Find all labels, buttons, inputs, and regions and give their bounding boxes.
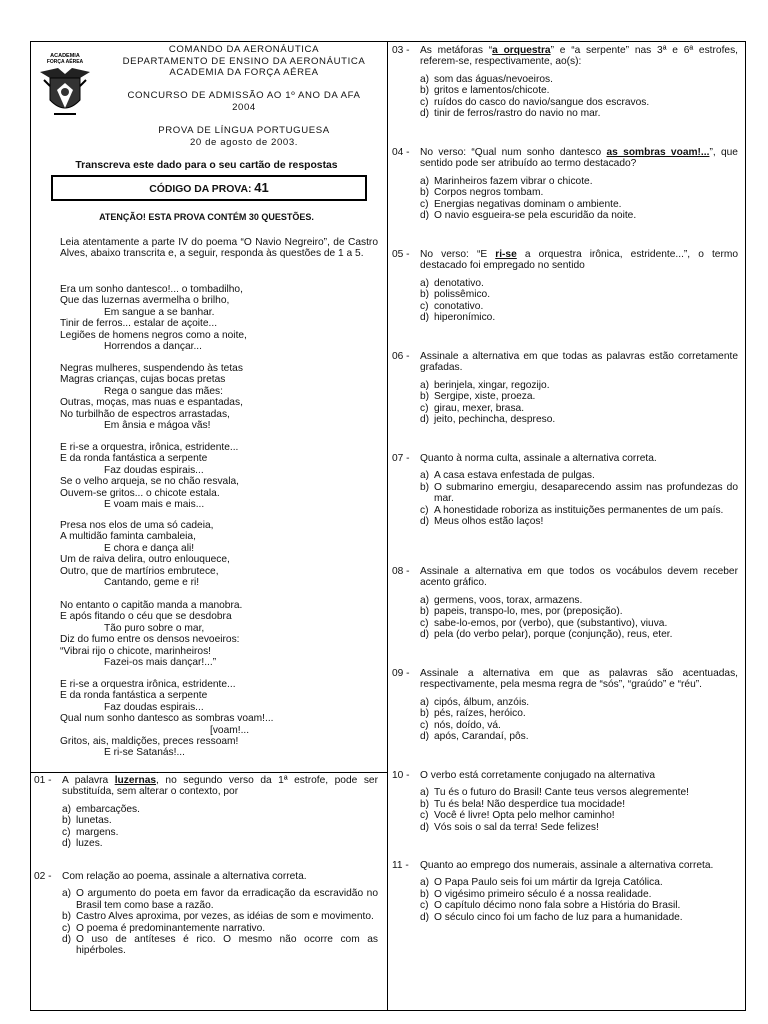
answer-option[interactable] xyxy=(392,380,738,391)
warning-text: ATENÇÃO! ESTA PROVA CONTÉM 30 QUESTÕES. xyxy=(99,212,314,222)
option-text: jeito, pechincha, despreso. xyxy=(434,414,556,426)
highlighted-term: ri-se xyxy=(495,249,517,260)
answer-option[interactable] xyxy=(392,74,738,85)
option-letter: d) xyxy=(420,312,430,324)
option-letter: b) xyxy=(420,85,430,97)
question-8 xyxy=(392,566,738,640)
question-number: 07 - xyxy=(392,453,410,464)
poem-verse: Em sangue a se banhar. xyxy=(104,306,215,318)
poem-verse: Um de raiva delira, outro enlouquece, xyxy=(60,554,230,566)
option-letter: d) xyxy=(420,911,430,923)
question-number: 05 - xyxy=(392,249,410,260)
poem-verse: Qual num sonho dantesco as sombras voam!... xyxy=(60,713,274,725)
option-text: O uso de antíteses é rico. O mesmo não ocorre com as hipérboles. xyxy=(76,934,378,957)
answer-option[interactable] xyxy=(392,505,738,516)
answer-option[interactable] xyxy=(392,629,738,640)
option-text: O navio esgueira-se pela escuridão da noite. xyxy=(434,210,637,222)
option-letter: b) xyxy=(420,708,430,720)
poem-verse: E chora e dança ali! xyxy=(104,542,195,554)
svg-text:ACADEMIA: ACADEMIA xyxy=(50,53,80,59)
option-letter: c) xyxy=(420,198,429,210)
exam-header xyxy=(108,44,380,148)
poem-verse: Tinir de ferros... estalar de açoite... xyxy=(60,318,218,330)
question-text xyxy=(62,871,378,882)
poem-stanza xyxy=(60,520,380,588)
poem-verse: “Vibrai rijo o chicote, marinheiros! xyxy=(60,645,211,657)
answer-option[interactable] xyxy=(392,482,738,505)
poem-verse: Legiões de homens negros como a noite, xyxy=(60,329,247,341)
question-10 xyxy=(392,770,738,833)
answer-option[interactable] xyxy=(392,210,738,221)
answer-option[interactable] xyxy=(34,804,378,815)
poem-stanza xyxy=(60,442,380,510)
poem-verse: Em ânsia e mágoa vãs! xyxy=(104,420,211,432)
answer-option[interactable] xyxy=(392,516,738,527)
option-text: ruídos do casco do navio/sangue dos escravos. xyxy=(434,96,650,108)
question-text xyxy=(420,249,738,272)
question-text-pre: No verso: “Qual num sonho dantesco xyxy=(420,147,607,158)
answer-option[interactable] xyxy=(34,827,378,838)
intro-text: Leia atentamente a parte IV do poema “O Navio Negreiro”, de Castro Alves, abaixo transcrita e, a seguir, responda às questões de 1 a 5. xyxy=(60,237,378,260)
option-letter: b) xyxy=(62,911,72,923)
option-text: germens, voos, torax, armazens. xyxy=(434,594,583,606)
option-letter: a) xyxy=(62,888,72,900)
question-text-pre: Assinale a alternativa em que todos os vocábulos devem receber acento gráfico. xyxy=(420,566,738,589)
question-text xyxy=(420,351,738,374)
option-letter: c) xyxy=(420,719,429,731)
answer-option[interactable] xyxy=(392,606,738,617)
option-letter: a) xyxy=(420,73,430,85)
poem-verse: Cantando, geme e ri! xyxy=(104,577,200,589)
question-number: 08 - xyxy=(392,566,410,577)
answer-option[interactable] xyxy=(392,697,738,708)
poem-verse: Gritos, ais, maldições, preces ressoam! xyxy=(60,736,239,748)
question-text xyxy=(62,775,378,798)
question-5 xyxy=(392,249,738,323)
header-line: PROVA DE LÍNGUA PORTUGUESA xyxy=(158,125,330,137)
option-text: O argumento do poeta em favor da erradicação da escravidão no Brasil tem como base a razão. xyxy=(76,888,378,911)
poem-verse: Que das luzernas avermelha o brilho, xyxy=(60,295,230,307)
option-letter: d) xyxy=(420,414,430,426)
question-text-pre: A palavra xyxy=(62,775,115,786)
option-letter: a) xyxy=(420,787,430,799)
question-text-pre: Quanto ao emprego dos numerais, assinale a alternativa correta. xyxy=(420,860,714,871)
option-text: O submarino emergiu, desaparecendo assim nas profundezas do mar. xyxy=(434,481,738,505)
question-text xyxy=(420,45,738,68)
afa-emblem-icon xyxy=(36,50,94,122)
answer-option[interactable] xyxy=(392,912,738,923)
option-letter: d) xyxy=(62,838,72,850)
question-number: 09 - xyxy=(392,668,410,679)
answer-option[interactable] xyxy=(392,799,738,810)
instruction-heading: Transcreva este dado para o seu cartão de respostas xyxy=(75,160,338,171)
question-2 xyxy=(34,871,378,957)
highlighted-term: a orquestra xyxy=(492,45,551,56)
option-letter: b) xyxy=(62,815,72,827)
poem-verse: Negras mulheres, suspendendo às tetas xyxy=(60,363,243,374)
option-text: margens. xyxy=(76,826,119,838)
question-text xyxy=(420,860,738,871)
poem-verse: Presa nos elos de uma só cadeia, xyxy=(60,520,214,531)
option-text: O Papa Paulo seis foi um mártir da Igreja Católica. xyxy=(434,877,663,889)
answer-option[interactable] xyxy=(392,470,738,481)
answer-option[interactable] xyxy=(392,414,738,425)
answer-option[interactable] xyxy=(392,618,738,629)
header-line: ACADEMIA DA FORÇA AÉREA xyxy=(169,67,319,79)
option-letter: c) xyxy=(62,922,71,934)
question-number: 01 - xyxy=(34,775,52,786)
poem-verse: E ri-se Satanás!... xyxy=(104,747,185,759)
header-line: DEPARTAMENTO DE ENSINO DA AERONÁUTICA xyxy=(122,55,366,67)
poem-verse: No turbilhão de espectros arrastadas, xyxy=(60,408,230,420)
question-text-pre: Com relação ao poema, assinale a alternativa correta. xyxy=(62,871,307,882)
option-text: após, Carandaí, pôs. xyxy=(434,731,529,743)
option-text: luzes. xyxy=(76,838,103,850)
answer-option[interactable] xyxy=(392,889,738,900)
answer-option[interactable] xyxy=(392,595,738,606)
question-11 xyxy=(392,860,738,923)
poem-verse: Se o velho arqueja, se no chão resvala, xyxy=(60,476,239,488)
option-letter: a) xyxy=(420,696,430,708)
option-text: Energias negativas dominam o ambiente. xyxy=(434,198,622,210)
poem-verse: Outro, que de martírios embrutece, xyxy=(60,565,219,577)
option-letter: b) xyxy=(420,606,430,618)
answer-option[interactable] xyxy=(392,720,738,731)
option-text: Castro Alves aproxima, por vezes, as idéias de som e movimento. xyxy=(76,911,374,923)
option-text: nós, doído, vá. xyxy=(434,719,501,731)
option-letter: a) xyxy=(62,803,72,815)
option-text: O capítulo décimo nono fala sobre a História do Brasil. xyxy=(434,900,681,912)
question-text-post: ” e “a serpente” nas 3ª e 6ª estrofes, referem-se, respectivamente, ao(s): xyxy=(420,45,738,68)
answer-option[interactable] xyxy=(392,199,738,210)
poem-stanza xyxy=(60,284,380,352)
answer-option[interactable] xyxy=(392,877,738,888)
exam-code-label: CÓDIGO DA PROVA: xyxy=(149,184,255,195)
answer-option[interactable] xyxy=(392,289,738,300)
poem-verse: Era um sonho dantesco!... o tombadilho, xyxy=(60,284,243,295)
option-text: cipós, álbum, anzóis. xyxy=(434,696,530,708)
option-letter: a) xyxy=(420,277,430,289)
option-letter: c) xyxy=(420,402,429,414)
option-text: Você é livre! Opta pelo melhor caminho! xyxy=(434,810,615,822)
poem-stanza xyxy=(60,600,380,668)
poem-verse: Diz do fumo entre os densos nevoeiros: xyxy=(60,634,240,646)
answer-option[interactable] xyxy=(392,900,738,911)
option-letter: c) xyxy=(420,617,429,629)
answer-option[interactable] xyxy=(34,838,378,849)
poem-stanza xyxy=(60,363,380,431)
question-1 xyxy=(34,775,378,849)
question-6 xyxy=(392,351,738,425)
option-letter: b) xyxy=(420,289,430,301)
option-letter: a) xyxy=(420,594,430,606)
option-text: conotativo. xyxy=(434,300,484,312)
poem-verse: E da ronda fantástica a serpente xyxy=(60,453,208,465)
question-4 xyxy=(392,147,738,221)
option-letter: b) xyxy=(420,481,430,493)
option-text: Vós sois o sal da terra! Sede felizes! xyxy=(434,821,599,833)
option-letter: d) xyxy=(420,821,430,833)
option-letter: c) xyxy=(420,810,429,822)
option-letter: c) xyxy=(420,900,429,912)
option-text: Tu és bela! Não desperdice tua mocidade! xyxy=(434,798,626,810)
highlighted-term: luzernas xyxy=(114,775,157,786)
svg-text:FORÇA AÉREA: FORÇA AÉREA xyxy=(46,59,84,65)
option-letter: d) xyxy=(420,731,430,743)
question-text-pre: As metáforas “ xyxy=(420,45,493,56)
answer-option[interactable] xyxy=(392,85,738,96)
poem-verse: Outras, moças, mas nuas e espantadas, xyxy=(60,397,243,409)
answer-option[interactable] xyxy=(392,787,738,798)
option-text: O poema é predominantemente narrativo. xyxy=(76,922,266,934)
poem-verse: E voam mais e mais... xyxy=(104,499,205,511)
header-line: 20 de agosto de 2003. xyxy=(189,136,299,148)
option-letter: b) xyxy=(420,187,430,199)
option-text: Sergipe, xiste, proeza. xyxy=(434,391,536,403)
option-letter: a) xyxy=(420,470,430,482)
option-text: pela (do verbo pelar), porque (conjunção), reus, eter. xyxy=(434,629,673,641)
answer-option[interactable] xyxy=(34,923,378,934)
option-text: sabe-lo-emos, por (verbo), que (substantivo), viuva. xyxy=(434,617,668,629)
poem-verse: Horrendos a dançar... xyxy=(104,341,202,353)
answer-option[interactable] xyxy=(392,278,738,289)
option-text: A casa estava enfestada de pulgas. xyxy=(434,470,595,482)
answer-option[interactable] xyxy=(392,391,738,402)
question-text-post: a orquestra irônica, estridente...”, o termo destacado foi empregado no sentido xyxy=(420,249,739,272)
answer-option[interactable] xyxy=(34,888,378,911)
question-text xyxy=(420,770,738,781)
option-letter: d) xyxy=(420,516,430,528)
option-letter: d) xyxy=(420,629,430,641)
option-text: O século cinco foi um facho de luz para a humanidade. xyxy=(434,911,683,923)
poem-verse: Magras crianças, cujas bocas pretas xyxy=(60,374,226,386)
option-text: Meus olhos estão laços! xyxy=(434,516,544,528)
poem-verse: Tão puro sobre o mar, xyxy=(104,622,205,634)
question-text xyxy=(420,668,738,691)
question-3 xyxy=(392,45,738,119)
option-text: A honestidade roboriza as instituições permanentes de um país. xyxy=(434,504,724,516)
question-text-post: ”, que sentido pode ser atribuído ao termo destacado? xyxy=(420,147,738,170)
option-letter: c) xyxy=(420,96,429,108)
exam-code-box xyxy=(51,175,367,201)
question-text xyxy=(420,453,738,464)
option-text: tinir de ferros/rastro do navio no mar. xyxy=(434,108,601,120)
option-letter: a) xyxy=(420,877,430,889)
option-text: pés, raízes, heróico. xyxy=(434,708,526,720)
option-text: berinjela, xingar, regozijo. xyxy=(434,379,550,391)
question-text-post: , no segundo verso da 1ª estrofe, pode ser substituída, sem alterar o contexto, por xyxy=(62,775,378,798)
question-text-pre: Assinale a alternativa em que as palavras são acentuadas, respectivamente, pela mesma regra de “sós”, “graúdo” e “réu”. xyxy=(420,668,738,691)
poem-verse: E ri-se a orquestra irônica, estridente... xyxy=(60,679,236,690)
answer-option[interactable] xyxy=(392,187,738,198)
option-letter: d) xyxy=(420,108,430,120)
option-text: lunetas. xyxy=(76,815,112,827)
question-number: 02 - xyxy=(34,871,52,882)
option-text: girau, mexer, brasa. xyxy=(434,402,525,414)
header-line: 2004 xyxy=(232,101,256,113)
option-text: embarcações. xyxy=(76,803,140,815)
answer-option[interactable] xyxy=(392,176,738,187)
answer-option[interactable] xyxy=(34,911,378,922)
option-letter: c) xyxy=(420,300,429,312)
question-text-pre: Assinale a alternativa em que todas as palavras estão corretamente grafadas. xyxy=(420,351,738,374)
option-text: denotativo. xyxy=(434,277,484,289)
answer-option[interactable] xyxy=(392,312,738,323)
poem-verse: A multidão faminta cambaleia, xyxy=(60,531,196,543)
option-text: som das águas/nevoeiros. xyxy=(434,73,553,85)
header-line xyxy=(108,114,380,126)
option-text: gritos e lamentos/chicote. xyxy=(434,85,550,97)
option-letter: b) xyxy=(420,888,430,900)
question-number: 03 - xyxy=(392,45,410,56)
question-number: 06 - xyxy=(392,351,410,362)
divider xyxy=(30,772,387,773)
poem-verse: Ouvem-se gritos... o chicote estala. xyxy=(60,487,220,499)
option-text: polissêmico. xyxy=(434,289,491,301)
question-7 xyxy=(392,453,738,527)
poem-verse: E da ronda fantástica a serpente xyxy=(60,690,208,702)
option-letter: b) xyxy=(420,391,430,403)
option-letter: d) xyxy=(62,934,72,946)
poem-verse: Faz doudas espirais... xyxy=(104,464,204,476)
poem-verse: E ri-se a orquestra, irônica, estridente... xyxy=(60,442,239,453)
option-text: Marinheiros fazem vibrar o chicote. xyxy=(434,175,593,187)
answer-option[interactable] xyxy=(392,97,738,108)
answer-option[interactable] xyxy=(34,934,378,957)
option-letter: c) xyxy=(420,504,429,516)
exam-code-number: 41 xyxy=(254,180,269,195)
question-9 xyxy=(392,668,738,742)
question-number: 04 - xyxy=(392,147,410,158)
option-letter: b) xyxy=(420,798,430,810)
option-letter: d) xyxy=(420,210,430,222)
option-text: Tu és o futuro do Brasil! Cante teus versos alegremente! xyxy=(434,787,690,799)
option-text: Corpos negros tombam. xyxy=(434,187,544,199)
answer-option[interactable] xyxy=(392,731,738,742)
question-text-pre: No verso: “E xyxy=(420,249,496,260)
column-divider xyxy=(387,41,388,1011)
question-text xyxy=(420,147,738,170)
poem-stanza xyxy=(60,679,380,759)
poem-verse: Faz doudas espirais... xyxy=(104,701,204,713)
option-text: O vigésimo primeiro século é a nossa realidade. xyxy=(434,888,652,900)
poem-verse: Fazei-os mais dançar!...” xyxy=(104,657,217,669)
header-line: COMANDO DA AERONÁUTICA xyxy=(168,44,320,55)
option-text: papeis, transpo-lo, mes, por (preposição). xyxy=(434,606,623,618)
question-text-pre: Quanto à norma culta, assinale a alternativa correta. xyxy=(420,453,657,464)
question-text xyxy=(420,566,738,589)
answer-option[interactable] xyxy=(392,301,738,312)
answer-option[interactable] xyxy=(392,708,738,719)
option-text: hiperonímico. xyxy=(434,312,496,324)
option-letter: a) xyxy=(420,379,430,391)
answer-option[interactable] xyxy=(34,815,378,826)
option-letter: c) xyxy=(62,826,71,838)
header-line: CONCURSO DE ADMISSÃO AO 1º ANO DA AFA xyxy=(127,90,361,102)
question-number: 11 - xyxy=(392,860,409,871)
question-number: 10 - xyxy=(392,770,410,781)
poem-verse: E após fitando o céu que se desdobra xyxy=(60,611,232,623)
header-line xyxy=(108,79,380,91)
answer-option[interactable] xyxy=(392,822,738,833)
poem-verse: Rega o sangue das mães: xyxy=(104,385,223,397)
highlighted-term: as sombras voam!... xyxy=(606,147,710,158)
poem-verse: No entanto o capitão manda a manobra. xyxy=(60,600,243,611)
option-letter: a) xyxy=(420,175,430,187)
poem-verse: [voam!... xyxy=(210,724,250,736)
question-text-pre: O verbo está corretamente conjugado na alternativa xyxy=(420,770,656,781)
answer-option[interactable] xyxy=(392,403,738,414)
answer-option[interactable] xyxy=(392,810,738,821)
answer-option[interactable] xyxy=(392,108,738,119)
